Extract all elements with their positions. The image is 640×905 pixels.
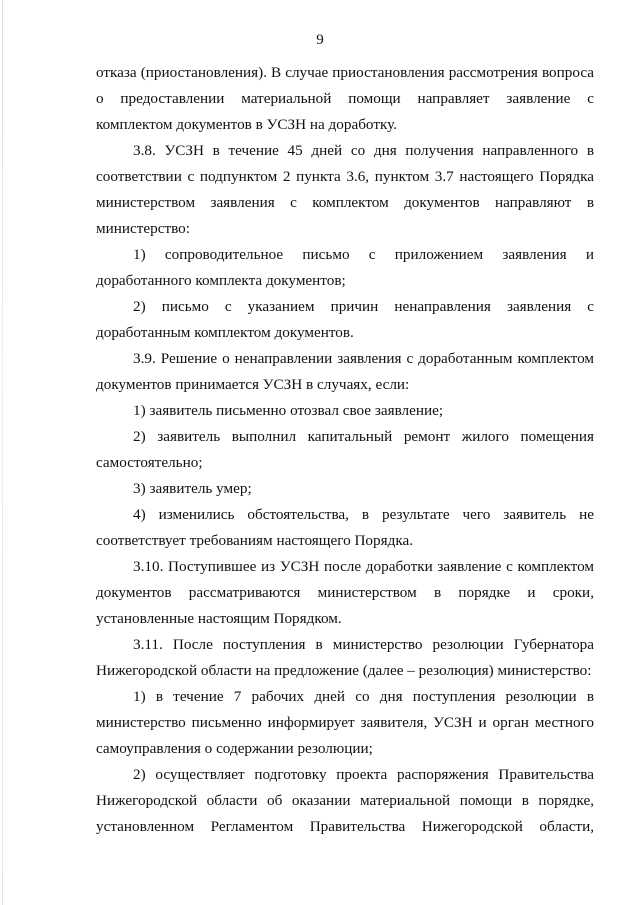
paragraph-3-11: 3.11. После поступления в министерство резолюции Губернатора Нижегородской области на предложение (далее – резолюция) министерство:	[96, 636, 594, 679]
list-item-3-9-2: 2) заявитель выполнил капитальный ремонт жилого помещения самостоятельно;	[96, 428, 594, 471]
page-number: 9	[316, 32, 324, 48]
paragraph-3-9: 3.9. Решение о ненаправлении заявления с доработанным комплектом документов принимается УСЗН в случаях, если:	[96, 350, 594, 393]
list-item-3-11-1: 1) в течение 7 рабочих дней со дня поступления резолюции в министерство письменно информирует заявителя, УСЗН и орган местного самоуправления о содержании резолюции;	[96, 688, 594, 757]
list-item-3-8-2: 2) письмо с указанием причин ненаправления заявления с доработанным комплектом документов.	[96, 298, 594, 341]
list-item-3-11-2: 2) осуществляет подготовку проекта распоряжения Правительства Нижегородской области об оказании материальной помощи в порядке, установленном Регламентом Правительства Нижегородской области,	[96, 766, 594, 835]
scan-edge	[2, 0, 3, 905]
list-item-3-9-3: 3) заявитель умер;	[133, 480, 252, 497]
paragraph-3-8: 3.8. УСЗН в течение 45 дней со дня получения направленного в соответствии с подпунктом 2 пункта 3.6, пунктом 3.7 настоящего Порядка министерством заявления с комплектом документов направляют в министерство:	[96, 142, 594, 237]
list-item-3-8-1: 1) сопроводительное письмо с приложением заявления и доработанного комплекта документов;	[96, 246, 594, 289]
list-item-3-9-4: 4) изменились обстоятельства, в результате чего заявитель не соответствует требованиям настоящего Порядка.	[96, 506, 594, 549]
document-body	[96, 60, 594, 840]
paragraph-3-10: 3.10. Поступившее из УСЗН после доработки заявление с комплектом документов рассматриваются министерством в порядке и сроки, установленные настоящим Порядком.	[96, 558, 594, 627]
list-item-3-9-1: 1) заявитель письменно отозвал свое заявление;	[133, 402, 444, 419]
paragraph-continuation: отказа (приостановления). В случае приостановления рассмотрения вопроса о предоставлении материальной помощи направляет заявление с комплектом документов в УСЗН на доработку.	[96, 64, 594, 133]
